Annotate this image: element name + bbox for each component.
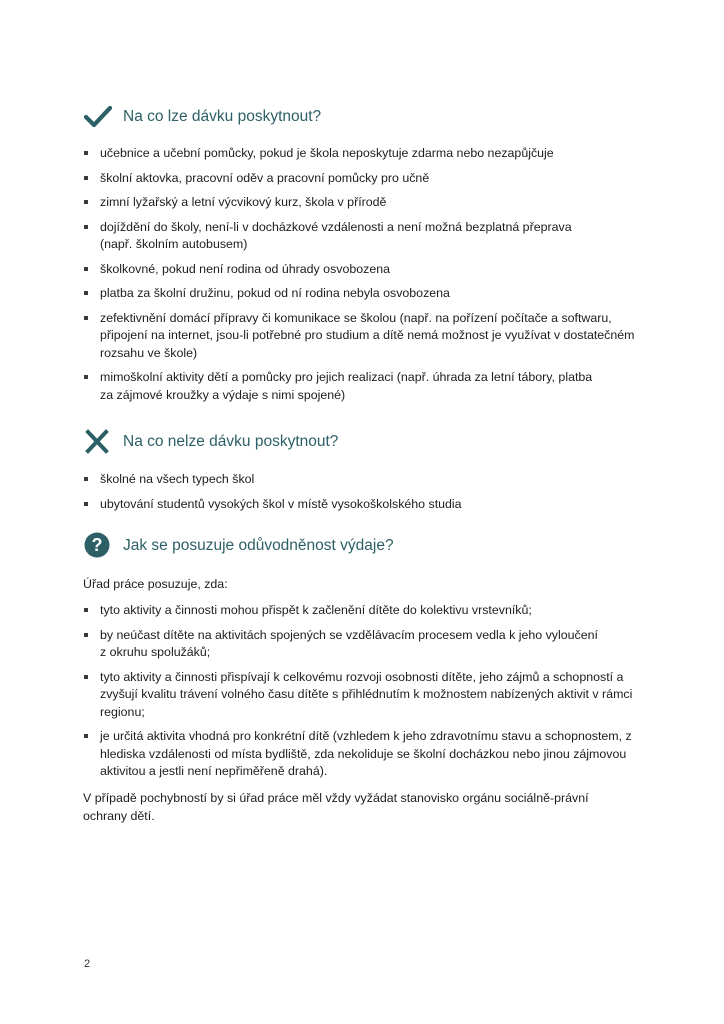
- assessment-intro: Úřad práce posuzuje, zda:: [83, 577, 228, 591]
- list-item: zimní lyžařský a letní výcvikový kurz, škola v přírodě: [83, 194, 653, 212]
- list-item: platba za školní družinu, pokud od ní rodina nebyla osvobozena: [83, 285, 653, 303]
- not-allowed-title: Na co nelze dávku poskytnout?: [123, 433, 339, 450]
- list-item: školkovné, pokud není rodina od úhrady osvobozena: [83, 261, 653, 279]
- assessment-heading: [83, 532, 394, 560]
- cross-icon: [83, 428, 113, 456]
- allowed-heading: [83, 103, 321, 131]
- assessment-closing: V případě pochybností by si úřad práce měl vždy vyžádat stanovisko orgánu sociálně-právní ochrany dětí.: [83, 791, 589, 823]
- list-item: tyto aktivity a činnosti přispívají k celkovému rozvoji osobnosti dítěte, jeho zájmů a schopností a zvyšují kvalitu trávení volného času dítěte s přihlédnutím k možnostem nabízených aktivit v rámci regionu;: [83, 669, 660, 722]
- list-item: školní aktovka, pracovní oděv a pracovní pomůcky pro učně: [83, 170, 653, 188]
- svg-text:?: ?: [91, 535, 103, 555]
- question-circle-icon: [83, 532, 113, 560]
- not-allowed-heading: [83, 428, 338, 456]
- list-item: tyto aktivity a činnosti mohou přispět k začlenění dítěte do kolektivu vrstevníků;: [83, 602, 653, 620]
- allowed-title: Na co lze dávku poskytnout?: [123, 108, 322, 125]
- assessment-title: Jak se posuzuje odůvodněnost výdaje?: [123, 537, 394, 554]
- list-item: by neúčast dítěte na aktivitách spojených se vzdělávacím procesem vedla k jeho vyloučení z okruhu spolužáků;: [83, 627, 600, 662]
- list-item: ubytování studentů vysokých škol v místě vysokoškolského studia: [83, 496, 653, 514]
- assessment-list: [83, 602, 653, 781]
- list-item: mimoškolní aktivity dětí a pomůcky pro jejich realizaci (např. úhrada za letní tábory, platba za zájmové kroužky a výdaje s nimi spojené): [83, 369, 600, 404]
- list-item: učebnice a učební pomůcky, pokud je škola neposkytuje zdarma nebo nezapůjčuje: [83, 145, 653, 163]
- allowed-list: [83, 145, 653, 404]
- list-item: je určitá aktivita vhodná pro konkrétní dítě (vzhledem k jeho zdravotnímu stavu a schopnostem, z hlediska vzdálenosti od místa bydliště, zda nekoliduje se školní docházkou nebo jinou zájmovou aktivitou a jestli není nepřiměřeně drahá).: [83, 728, 640, 781]
- list-item: školné na všech typech škol: [83, 471, 653, 489]
- not-allowed-list: [83, 471, 653, 513]
- list-item: dojíždění do školy, není-li v docházkové vzdálenosti a není možná bezplatná přeprava (např. školním autobusem): [83, 219, 600, 254]
- page-number: 2: [84, 958, 91, 970]
- list-item: zefektivnění domácí přípravy či komunikace se školou (např. na pořízení počítače a softwaru, připojení na internet, jsou-li potřebné pro studium a dítě nemá možnost je využívat v dostatečném rozsahu ve škole): [83, 310, 650, 363]
- checkmark-icon: [83, 103, 113, 131]
